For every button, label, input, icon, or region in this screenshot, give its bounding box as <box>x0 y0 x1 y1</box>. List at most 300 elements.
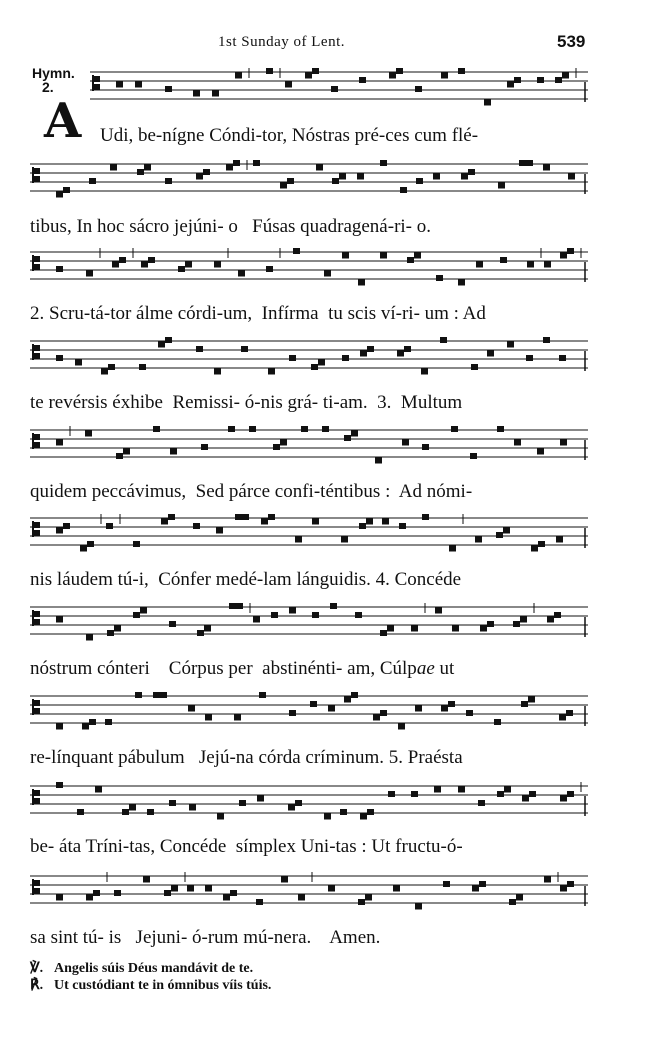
neume <box>161 519 168 525</box>
staff-7 <box>30 603 588 637</box>
neume <box>560 253 567 259</box>
lyric-text: nis láudem tú-i, Cónfer medé-lam lánguidis. 4. Concéde <box>30 569 462 590</box>
neume <box>86 635 93 641</box>
staff-9 <box>30 782 588 816</box>
neume <box>555 77 562 83</box>
neume <box>280 183 287 189</box>
neume <box>86 271 93 277</box>
neume <box>365 895 372 901</box>
neume <box>271 612 278 618</box>
neume <box>311 364 318 370</box>
lyric-line-4 <box>30 391 588 415</box>
neume <box>500 257 507 263</box>
neume <box>358 280 365 286</box>
neume <box>164 890 171 896</box>
neume <box>470 453 477 459</box>
neume <box>295 537 302 543</box>
neume <box>411 626 418 632</box>
neume <box>322 426 329 432</box>
neume <box>560 886 567 892</box>
neume <box>116 82 123 88</box>
staff-3 <box>30 248 588 282</box>
neume <box>112 262 119 268</box>
staff-lines <box>30 872 588 912</box>
versicles <box>30 960 630 994</box>
neume <box>440 337 447 343</box>
neume <box>351 692 358 698</box>
neume <box>289 608 296 614</box>
neume <box>205 715 212 721</box>
versicle-row <box>30 960 630 977</box>
neume <box>519 160 526 166</box>
neume <box>318 360 325 366</box>
neume <box>387 626 394 632</box>
neume <box>108 364 115 370</box>
neume <box>203 169 210 175</box>
neume <box>397 351 404 357</box>
neume <box>554 612 561 618</box>
neume <box>139 364 146 370</box>
neume <box>526 160 533 166</box>
neume <box>80 546 87 552</box>
neume <box>560 796 567 802</box>
staff-2 <box>30 160 588 194</box>
neume <box>360 814 367 820</box>
versicle-symbol: ℣. <box>30 961 44 976</box>
lyric-text: 2. Scru-tá-tor álme córdi-um, Infírma tu scis ví-ri- um : Ad <box>30 303 486 324</box>
neume <box>547 617 554 623</box>
lyric-line-10 <box>30 926 588 950</box>
neume <box>63 523 70 529</box>
neume <box>223 895 230 901</box>
neume <box>516 895 523 901</box>
neume <box>249 426 256 432</box>
neume <box>168 514 175 520</box>
lyric-line-8 <box>30 746 588 770</box>
neume <box>253 160 260 166</box>
neume <box>63 187 70 193</box>
neume <box>256 899 263 905</box>
neume <box>187 886 194 892</box>
neume <box>471 364 478 370</box>
neume <box>509 899 516 905</box>
neume <box>458 280 465 286</box>
staff-10 <box>30 872 588 906</box>
hymn-label <box>32 66 92 94</box>
neume <box>415 904 422 910</box>
neume <box>567 791 574 797</box>
neume <box>342 355 349 361</box>
neume <box>452 626 459 632</box>
neume <box>380 630 387 636</box>
neume <box>107 630 114 636</box>
neume <box>170 449 177 455</box>
neume <box>266 68 273 74</box>
neume <box>487 351 494 357</box>
do-clef-icon <box>32 521 40 537</box>
neume <box>56 440 63 446</box>
neume <box>196 346 203 352</box>
neume <box>513 621 520 627</box>
neume <box>228 426 235 432</box>
neume <box>527 262 534 268</box>
neume <box>165 178 172 184</box>
neume <box>141 262 148 268</box>
neume <box>358 899 365 905</box>
neume <box>388 791 395 797</box>
neume <box>340 809 347 815</box>
neume <box>393 886 400 892</box>
neume <box>285 82 292 88</box>
lyric-line-5 <box>30 480 588 504</box>
response-symbol: ℟. <box>30 978 44 993</box>
neume <box>217 814 224 820</box>
neume <box>514 77 521 83</box>
neume <box>375 458 382 464</box>
neume <box>441 73 448 79</box>
neume <box>328 706 335 712</box>
staff-lines <box>30 248 588 288</box>
neume <box>226 165 233 171</box>
lyric-line-2 <box>30 215 588 239</box>
neume <box>77 809 84 815</box>
neume <box>280 440 287 446</box>
neume <box>415 706 422 712</box>
neume <box>496 532 503 538</box>
staff-lines <box>30 337 588 377</box>
lyric-text: tibus, In hoc sácro jejúni- o Fúsas quadragená-ri- o. <box>30 216 432 237</box>
neume <box>122 809 129 815</box>
neume <box>193 91 200 97</box>
neume <box>411 791 418 797</box>
neume <box>56 266 63 272</box>
neume <box>537 449 544 455</box>
do-clef-icon <box>32 167 40 183</box>
neume <box>86 895 93 901</box>
staff-lines <box>30 426 588 466</box>
neume <box>331 86 338 92</box>
do-clef-icon <box>32 699 40 715</box>
neume <box>556 537 563 543</box>
neume <box>324 271 331 277</box>
neume <box>520 617 527 623</box>
neume <box>196 174 203 180</box>
neume <box>204 626 211 632</box>
lyric-line-9 <box>30 835 588 859</box>
lyric-text: ae <box>416 658 435 679</box>
neume <box>171 886 178 892</box>
neume <box>380 253 387 259</box>
staff-6 <box>30 514 588 548</box>
neume <box>165 86 172 92</box>
neume <box>201 444 208 450</box>
neume <box>526 355 533 361</box>
neume <box>404 346 411 352</box>
neume <box>359 523 366 529</box>
drop-cap-initial: A <box>44 93 82 149</box>
neume <box>147 809 154 815</box>
neume <box>324 814 331 820</box>
neume <box>197 630 204 636</box>
neume <box>359 77 366 83</box>
neume <box>487 621 494 627</box>
neume <box>407 257 414 263</box>
neume <box>414 253 421 259</box>
neume <box>497 791 504 797</box>
neume <box>537 77 544 83</box>
neume <box>143 877 150 883</box>
neume <box>153 692 160 698</box>
neume <box>281 877 288 883</box>
page-number: 539 <box>557 32 586 51</box>
lyric-text: ut <box>434 658 455 679</box>
neume <box>123 449 130 455</box>
neume <box>305 73 312 79</box>
neume <box>298 895 305 901</box>
neume <box>169 621 176 627</box>
staff-lines <box>90 68 588 108</box>
neume <box>216 528 223 534</box>
neume <box>233 160 240 166</box>
versicle-text: Angelis súis Déus mandávit de te. <box>54 961 254 976</box>
response-row <box>30 977 630 994</box>
neume <box>295 800 302 806</box>
neume <box>466 710 473 716</box>
staff-lines <box>30 692 588 732</box>
neume <box>567 248 574 254</box>
neume <box>472 886 479 892</box>
neume <box>433 174 440 180</box>
neume <box>230 890 237 896</box>
lyric-text: te revérsis éxhibe Remissi- ó-nis grá- ti-am. 3. Multum <box>30 392 463 413</box>
neume <box>56 895 63 901</box>
staff-4 <box>30 337 588 371</box>
neume <box>56 192 63 198</box>
neume <box>268 514 275 520</box>
neume <box>312 68 319 74</box>
staff-5 <box>30 426 588 460</box>
neume <box>436 275 443 281</box>
lyric-text: nóstrum cónteri Córpus per abstinénti- am, Cúlp <box>30 658 417 679</box>
neume <box>56 617 63 623</box>
neume <box>56 782 63 788</box>
neume <box>494 719 501 725</box>
neume <box>234 715 241 721</box>
neume <box>212 91 219 97</box>
lyric-line-7 <box>30 657 588 681</box>
neume <box>330 603 337 609</box>
neume <box>287 178 294 184</box>
neume <box>531 546 538 552</box>
neume <box>185 262 192 268</box>
neume <box>521 701 528 707</box>
neume <box>75 360 82 366</box>
do-clef-icon <box>32 433 40 449</box>
neume <box>95 787 102 793</box>
neume <box>389 73 396 79</box>
neume <box>339 174 346 180</box>
neume <box>458 787 465 793</box>
neume <box>189 805 196 811</box>
neume <box>398 724 405 730</box>
neume <box>559 715 566 721</box>
do-clef-icon <box>32 789 40 805</box>
neume <box>458 68 465 74</box>
neume <box>82 724 89 730</box>
neume <box>461 174 468 180</box>
neume <box>422 444 429 450</box>
neume <box>415 86 422 92</box>
lyric-text: be- áta Tríni-tas, Concéde símplex Uni-tas : Ut fructu-ó- <box>30 836 463 857</box>
neume <box>148 257 155 263</box>
neume <box>114 626 121 632</box>
lyric-line-1 <box>100 124 588 148</box>
neume <box>560 440 567 446</box>
neume <box>434 787 441 793</box>
neume <box>366 519 373 525</box>
neume <box>165 337 172 343</box>
neume <box>342 253 349 259</box>
neume <box>116 453 123 459</box>
neume <box>288 805 295 811</box>
neume <box>351 431 358 437</box>
lyric-line-3 <box>30 302 588 326</box>
neume <box>344 697 351 703</box>
neume <box>289 355 296 361</box>
neume <box>312 612 319 618</box>
neume <box>355 612 362 618</box>
neume <box>503 528 510 534</box>
neume <box>261 519 268 525</box>
neume <box>188 706 195 712</box>
neume <box>266 266 273 272</box>
lyric-text: sa sint tú- is Jejuni- ó-rum mú-nera. Amen. <box>30 927 381 948</box>
do-clef-icon <box>32 344 40 360</box>
neume <box>312 519 319 525</box>
neume <box>259 692 266 698</box>
neume <box>229 603 236 609</box>
hymn-word: Hymn. <box>32 65 75 81</box>
neume <box>119 257 126 263</box>
neume <box>480 626 487 632</box>
neume <box>400 187 407 193</box>
neume <box>402 440 409 446</box>
lyric-text: Udi, be-nígne Cóndi-tor, Nóstras pré-ces cum flé- <box>100 125 479 146</box>
neume <box>289 710 296 716</box>
neume <box>451 426 458 432</box>
neume <box>559 355 566 361</box>
neume <box>543 337 550 343</box>
neume <box>129 805 136 811</box>
do-clef-icon <box>32 879 40 895</box>
staff-lines <box>30 514 588 554</box>
neume <box>310 701 317 707</box>
staff-8 <box>30 692 588 726</box>
do-clef-icon <box>32 610 40 626</box>
neume <box>273 444 280 450</box>
neume <box>543 165 550 171</box>
neume <box>137 169 144 175</box>
neume <box>522 796 529 802</box>
neume <box>382 519 389 525</box>
neume <box>236 603 243 609</box>
neume <box>242 514 249 520</box>
neume <box>257 796 264 802</box>
neume <box>110 165 117 171</box>
neume <box>235 73 242 79</box>
neume <box>373 715 380 721</box>
staff-lines <box>30 160 588 200</box>
lyric-text: re-línquant pábulum Jejú-na córda críminum. 5. Praésta <box>30 747 463 768</box>
neume <box>479 881 486 887</box>
neume <box>538 541 545 547</box>
page-header <box>0 34 653 56</box>
neume <box>422 514 429 520</box>
neume <box>301 426 308 432</box>
neume <box>214 369 221 375</box>
neume <box>135 692 142 698</box>
neume <box>332 178 339 184</box>
neume <box>89 178 96 184</box>
neume <box>507 342 514 348</box>
neume <box>504 787 511 793</box>
neume <box>214 262 221 268</box>
neume <box>441 706 448 712</box>
neume <box>253 617 260 623</box>
neume <box>235 514 242 520</box>
neume <box>56 355 63 361</box>
neume <box>498 183 505 189</box>
neume <box>380 710 387 716</box>
neume <box>169 800 176 806</box>
neume <box>435 608 442 614</box>
neume <box>268 369 275 375</box>
hymn-number: 2. <box>42 79 54 95</box>
neume <box>160 692 167 698</box>
neume <box>114 890 121 896</box>
neume <box>106 523 113 529</box>
neume <box>416 178 423 184</box>
neume <box>529 791 536 797</box>
staff-lines <box>30 603 588 643</box>
neume <box>89 719 96 725</box>
neume <box>56 724 63 730</box>
neume <box>135 82 142 88</box>
staff-1 <box>90 68 588 102</box>
neume <box>497 426 504 432</box>
neume <box>205 886 212 892</box>
neume <box>144 165 151 171</box>
neume <box>396 68 403 74</box>
neume <box>421 369 428 375</box>
do-clef-icon <box>92 75 100 91</box>
lyric-line-6 <box>30 568 588 592</box>
neume <box>484 100 491 106</box>
neume <box>293 248 300 254</box>
staff-lines <box>30 782 588 822</box>
neume <box>85 431 92 437</box>
neume <box>507 82 514 88</box>
neume <box>239 800 246 806</box>
neume <box>140 608 147 614</box>
neume <box>562 73 569 79</box>
do-clef-icon <box>32 255 40 271</box>
neume <box>544 262 551 268</box>
neume <box>56 528 63 534</box>
neume <box>380 160 387 166</box>
neume <box>478 800 485 806</box>
neume <box>133 541 140 547</box>
